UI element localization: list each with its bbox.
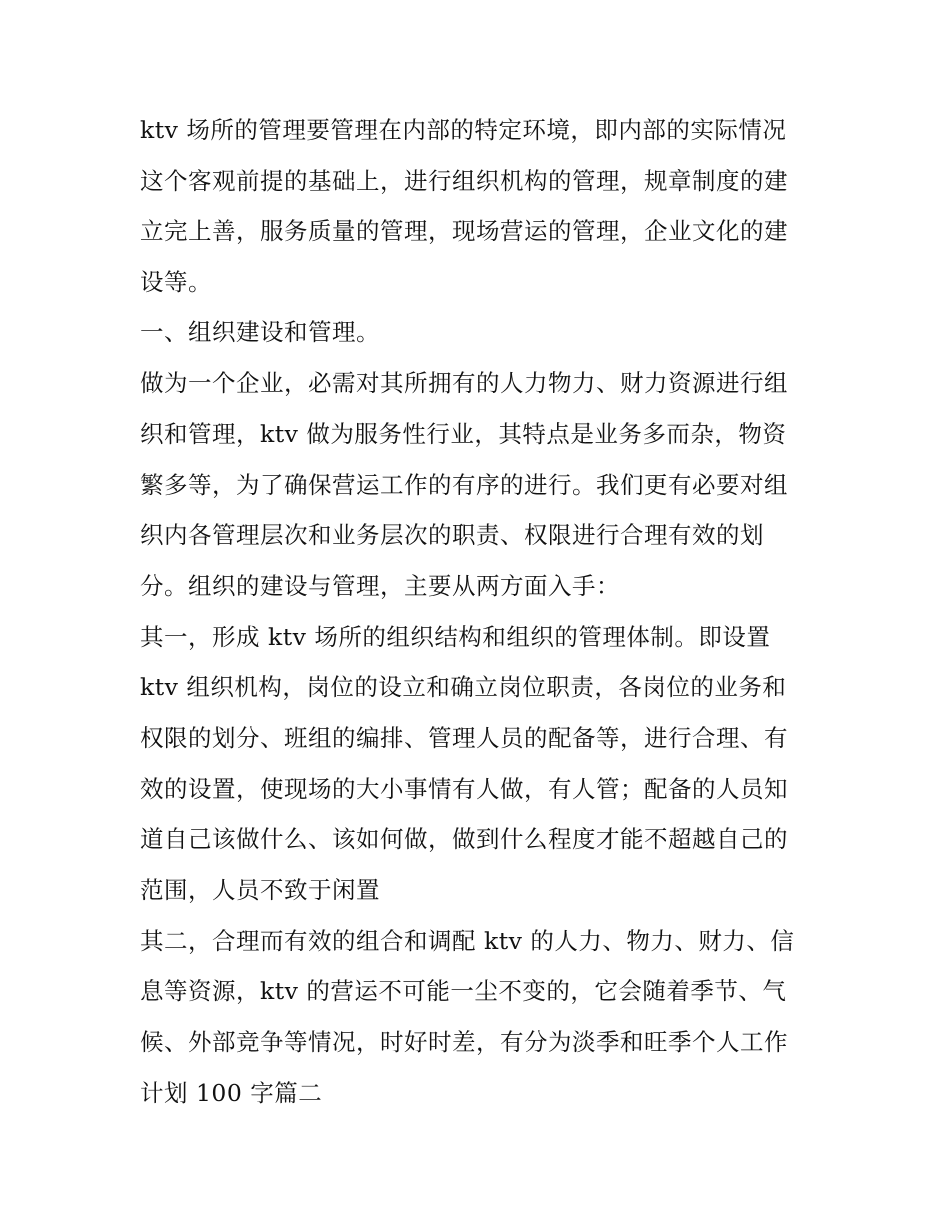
- text-line: 候、外部竞争等情况，时好时差，有分为淡季和旺季个人工作: [140, 1028, 788, 1056]
- text-line: ktv 场所的管理要管理在内部的特定环境，即内部的实际情况: [140, 116, 787, 144]
- text-line: 这个客观前提的基础上，进行组织机构的管理，规章制度的建: [140, 167, 788, 195]
- text-line: 分。组织的建设与管理，主要从两方面入手：: [140, 572, 620, 600]
- text-line: 织内各管理层次和业务层次的职责、权限进行合理有效的划: [140, 521, 764, 549]
- text-line: 范围，人员不致于闲置: [140, 876, 380, 904]
- text-line: 立完上善，服务质量的管理，现场营运的管理，企业文化的建: [140, 217, 788, 245]
- text-line: 息等资源，ktv 的营运不可能一尘不变的，它会随着季节、气: [140, 977, 787, 1005]
- text-line: 权限的划分、班组的编排、管理人员的配备等，进行合理、有: [140, 724, 788, 752]
- text-line: 设等。: [140, 268, 212, 296]
- text-line: 道自己该做什么、该如何做，做到什么程度才能不超越自己的: [140, 825, 788, 853]
- text-line: 其一，形成 ktv 场所的组织结构和组织的管理体制。即设置: [140, 623, 771, 651]
- text-line: 效的设置，使现场的大小事情有人做，有人管；配备的人员知: [140, 775, 788, 803]
- text-line: 计划 100 字篇二: [140, 1079, 323, 1107]
- text-line: 织和管理，ktv 做为服务性行业，其特点是业务多而杂，物资: [140, 420, 787, 448]
- text-line: 做为一个企业，必需对其所拥有的人力物力、财力资源进行组: [140, 369, 788, 397]
- text-line: 繁多等，为了确保营运工作的有序的进行。我们更有必要对组: [140, 471, 788, 499]
- section-heading: 一、组织建设和管理。: [140, 318, 380, 346]
- text-line: ktv 组织机构，岗位的设立和确立岗位职责，各岗位的业务和: [140, 673, 787, 701]
- text-line: 其二，合理而有效的组合和调配 ktv 的人力、物力、财力、信: [140, 927, 795, 955]
